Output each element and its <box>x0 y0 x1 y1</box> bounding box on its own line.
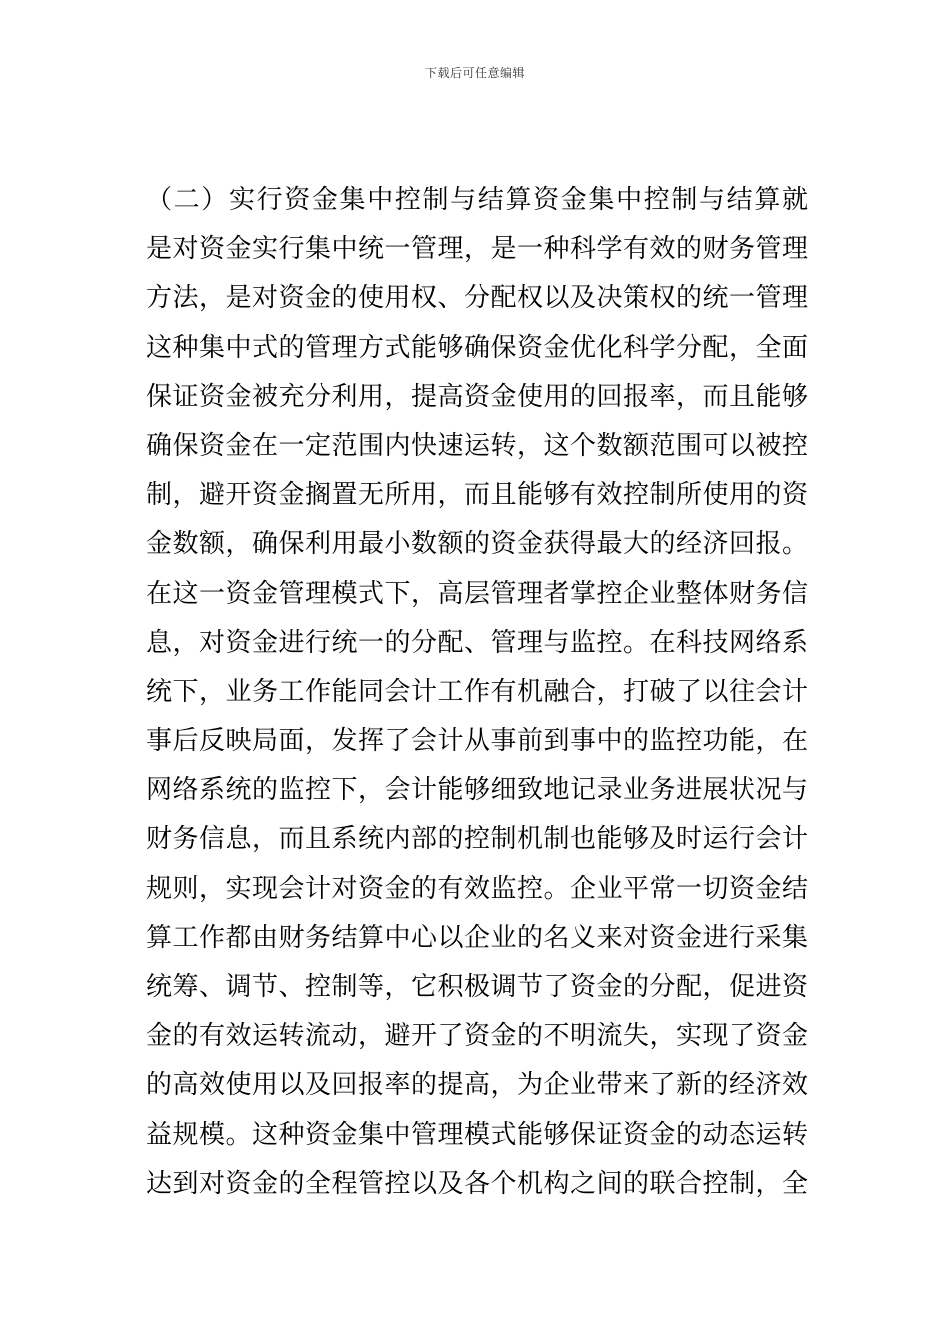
text-line: 财务信息，而且系统内部的控制机制也能够及时运行会计 <box>146 824 808 855</box>
text-line: 统筹、调节、控制等，它积极调节了资金的分配，促进资 <box>146 972 808 1002</box>
page-header: 下载后可任意编辑 <box>424 66 525 80</box>
text-line: 方法，是对资金的使用权、分配权以及决策权的统一管理 <box>146 283 808 314</box>
text-line: 益规模。这种资金集中管理模式能够保证资金的动态运转 <box>146 1119 808 1150</box>
text-line: 的高效使用以及回报率的提高，为企业带来了新的经济效 <box>146 1070 808 1101</box>
text-line: 这种集中式的管理方式能够确保资金优化科学分配，全面 <box>146 332 808 363</box>
text-line: 确保资金在一定范围内快速运转，这个数额范围可以被控 <box>146 430 808 461</box>
text-line: 事后反映局面，发挥了会计从事前到事中的监控功能，在 <box>146 726 808 757</box>
text-line: 达到对资金的全程管控以及各个机构之间的联合控制，全 <box>146 1168 808 1199</box>
text-line: 金数额，确保利用最小数额的资金获得最大的经济回报。 <box>146 529 808 560</box>
text-line: 网络系统的监控下，会计能够细致地记录业务进展状况与 <box>146 775 808 806</box>
text-line: 是对资金实行集中统一管理，是一种科学有效的财务管理 <box>146 234 808 265</box>
text-line: 制，避开资金搁置无所用，而且能够有效控制所使用的资 <box>146 480 808 511</box>
text-line: 息，对资金进行统一的分配、管理与监控。在科技网络系 <box>146 627 808 658</box>
text-line: 算工作都由财务结算中心以企业的名义来对资金进行采集 <box>146 922 808 953</box>
text-line: 在这一资金管理模式下，高层管理者掌控企业整体财务信 <box>146 578 808 609</box>
text-line: 统下，业务工作能同会计工作有机融合，打破了以往会计 <box>146 676 808 707</box>
text-line: 保证资金被充分利用，提高资金使用的回报率，而且能够 <box>146 381 808 412</box>
body-paragraph <box>146 176 808 1209</box>
text-line: （二）实行资金集中控制与结算资金集中控制与结算就 <box>146 185 808 215</box>
text-line: 规则，实现会计对资金的有效监控。企业平常一切资金结 <box>146 873 808 904</box>
text-line: 金的有效运转流动，避开了资金的不明流失，实现了资金 <box>146 1021 808 1052</box>
